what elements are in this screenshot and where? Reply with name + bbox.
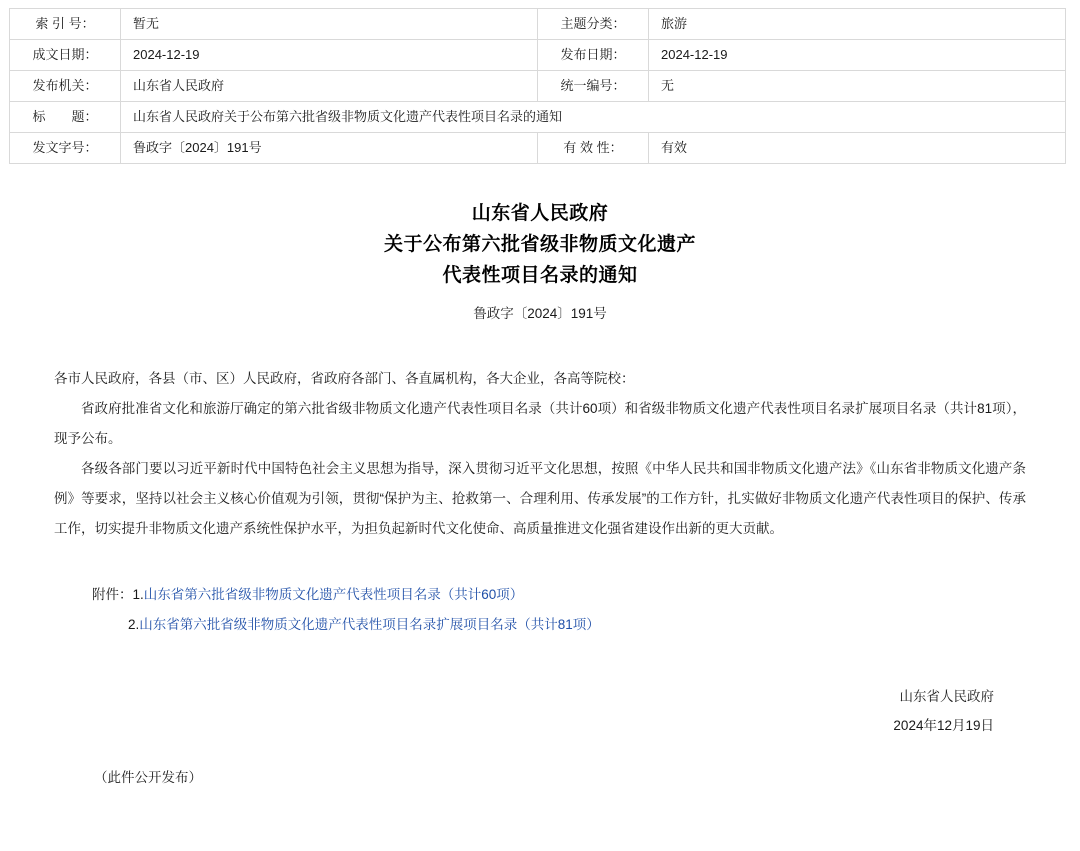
table-row [10,9,1066,40]
table-row [10,71,1066,102]
metadata-label-document-number: 发文字号： [10,133,121,164]
attachment-number-2: 2. [128,617,140,632]
metadata-label-publish-date: 发布日期： [538,40,649,71]
metadata-label-drafting-date: 成文日期： [10,40,121,71]
table-row [10,102,1066,133]
metadata-label-topic-category: 主题分类： [538,9,649,40]
metadata-label-index-number: 索 引 号： [10,9,121,40]
title-line-2: 关于公布第六批省级非物质文化遗产 [383,234,696,255]
status-badge-validity: 有效 [649,133,1066,164]
metadata-label-validity: 有 效 性： [538,133,649,164]
table-row [10,133,1066,164]
signature-organization: 山东省人民政府 [899,689,994,704]
metadata-value-document-number: 鲁政字〔2024〕191号 [121,133,538,164]
document-number: 鲁政字〔2024〕191号 [473,306,607,321]
attachment-link-2[interactable]: 山东省第六批省级非物质文化遗产代表性项目名录扩展项目名录（共计81项） [139,617,600,632]
paragraph-2: 各级各部门要以习近平新时代中国特色社会主义思想为指导，深入贯彻习近平文化思想，按照《中华人民共和国非物质文化遗产法》《山东省非物质文化遗产条例》等要求，坚持以社会主义核心价值观为引领，贯彻“保护为主、抢救第一、合理利用、传承发展”的工作方针，扎实做好非物质文化遗产代表性项目的保护、传承工作，切实提升非物质文化遗产系统性保护水平，为担负起新时代文化使命、高质量推进文化强省建设作出新的更大贡献。 [54,461,1026,536]
title-line-3: 代表性项目名录的通知 [442,265,638,286]
metadata-value-unified-number: 无 [649,71,1066,102]
metadata-value-issuing-agency: 山东省人民政府 [121,71,538,102]
title-line-1: 山东省人民政府 [471,203,609,224]
metadata-label-issuing-agency: 发布机关： [10,71,121,102]
signature-date: 2024年12月19日 [893,718,994,733]
metadata-value-drafting-date: 2024-12-19 [121,40,538,71]
publication-note: （此件公开发布） [94,770,202,785]
page-title [54,198,1026,291]
attachment-row-1 [54,580,1026,610]
metadata-label-unified-number: 统一编号： [538,71,649,102]
document-metadata-table [9,8,1066,164]
metadata-label-title: 标 题： [10,102,121,133]
metadata-value-index-number: 暂无 [121,9,538,40]
attachments-label: 附件： [92,587,133,602]
attachments-section [54,580,1026,640]
attachment-number-1: 1. [132,587,144,602]
metadata-value-topic-category: 旅游 [649,9,1066,40]
table-row [10,40,1066,71]
attachment-row-2 [54,610,1026,640]
metadata-value-publish-date: 2024-12-19 [649,40,1066,71]
paragraph-1: 省政府批准省文化和旅游厅确定的第六批省级非物质文化遗产代表性项目名录（共计60项）和省级非物质文化遗产代表性项目名录扩展项目名录（共计81项），现予公布。 [54,401,1026,446]
attachment-link-1[interactable]: 山东省第六批省级非物质文化遗产代表性项目名录（共计60项） [143,587,524,602]
document-page [0,8,1080,786]
salutation: 各市人民政府，各县（市、区）人民政府，省政府各部门、各直属机构，各大企业，各高等院校： [54,371,635,386]
signature-block [54,682,1026,740]
document-body [34,198,1046,786]
metadata-value-title: 山东省人民政府关于公布第六批省级非物质文化遗产代表性项目名录的通知 [121,102,1066,133]
